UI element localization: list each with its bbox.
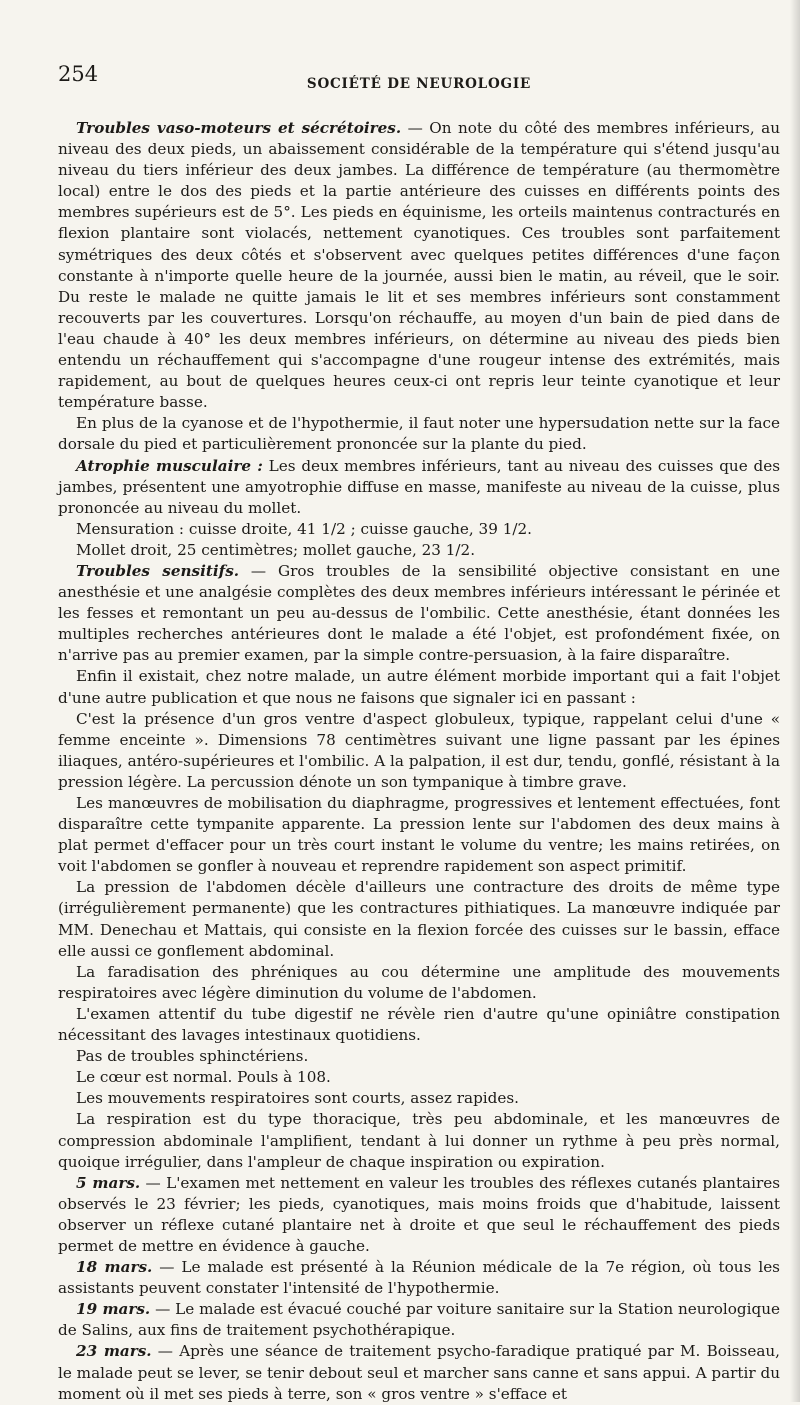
paragraph-lead: 23 mars. [76,1342,152,1361]
paragraph-text: Les mouvements respiratoires sont courts, assez rapides. [76,1089,519,1108]
paragraph [58,877,780,961]
paragraph-text: Pas de troubles sphinctériens. [76,1047,309,1066]
paragraph [58,519,780,540]
paragraph [58,1046,780,1067]
paragraph-lead: Atrophie musculaire : [76,456,263,475]
paragraph-lead: 5 mars. [76,1173,141,1192]
paragraph-text: Enfin il existait, chez notre malade, un autre élément morbide important qui a fait l'objet d'une autre publication et que nous ne faisons que signaler ici en passant : [58,667,780,707]
paragraph-text: Mensuration : cuisse droite, 41 1/2 ; cuisse gauche, 39 1/2. [76,519,532,538]
paragraph-text: La respiration est du type thoracique, très peu abdominale, et les manœuvres de compression abdominale l'amplifient, tendant à lui donner un rythme à peu près normal, quoique irrégulier, dans l'ampleur de chaque inspiration ou expiration. [58,1110,780,1171]
paragraph-text: La pression de l'abdomen décèle d'ailleurs une contracture des droits de même type (irrégulièrement permanente) que les contractures pithiatiques. La manœuvre indiquée par MM. Denechau et Mattais, qui consiste en la flexion forcée des cuisses sur le bassin, efface elle aussi ce gonflement abdominal. [58,878,780,960]
paragraph [58,118,780,413]
paragraph-text: C'est la présence d'un gros ventre d'aspect globuleux, typique, rappelant celui d'une « femme enceinte ». Dimensions 78 centimètres suivant une ligne passant par les épines iliaques, antéro-supérieures et l'ombilic. A la palpation, il est dur, tendu, gonflé, résistant à la pression légère. La percussion dénote un son tympanique à timbre grave. [58,709,780,791]
paragraph [58,709,780,793]
paragraph-lead: Troubles vaso-moteurs et sécrétoires. [76,119,402,137]
page-header [58,62,780,92]
paragraph [58,1067,780,1088]
paragraph-text: — L'examen met nettement en valeur les troubles des réflexes cutanés plantaires observés le 23 février; les pieds, cyanotiques, mais moins froids que d'habitude, laissent observer un réflexe cutané plantaire net à droite et que seul le réchauffement des pieds permet de mettre en évidence à gauche. [58,1173,781,1255]
paragraph-text: En plus de la cyanose et de l'hypothermie, il faut noter une hypersudation nette sur la face dorsale du pied et particulièrement prononcée sur la plante du pied. [58,414,780,454]
paragraph [58,962,780,1004]
paragraph-text: Les manœuvres de mobilisation du diaphragme, progressives et lentement effectuées, font disparaître cette tympanite apparente. La pression lente sur l'abdomen des deux mains à plat permet d'effacer pour un très court instant le volume du ventre; les mains retirées, on voit l'abdomen se gonfler à nouveau et reprendre rapidement son aspect primitif. [58,794,780,876]
paragraph [58,1173,780,1257]
paragraph-text: — Le malade est évacué couché par voiture sanitaire sur la Station neurologique de Salins, aux fins de traitement psychothérapique. [58,1300,780,1340]
page-gutter-shadow [790,0,800,1402]
paragraph-text: — Gros troubles de la sensibilité objective consistant en une anesthésie et une analgésie complètes des deux membres inférieurs intéressant le périnée et les fesses et remontant un peu au-dessus de l'ombilic. Cette anesthésie, étant données les multiples recherches antérieures dont le malade a été l'objet, est profondément fixée, on n'arrive pas au premier examen, par la simple contre-persuasion, à la faire disparaître. [58,561,780,665]
paragraph [58,1299,780,1341]
paragraph-text: — Après une séance de traitement psycho-faradique pratiqué par M. Boisseau, le malade peut se lever, se tenir debout seul et marcher sans canne et sans appui. A partir du moment où il met ses pieds à terre, son « gros ventre » s'efface et [58,1342,780,1403]
document-page [58,62,780,1405]
paragraph-text: — On note du côté des membres inférieurs, au niveau des deux pieds, un abaissement considérable de la température qui s'étend jusqu'au niveau du tiers inférieur des deux jambes. La différence de température (au thermomètre local) entre le dos des pieds et la partie antérieure des cuisses en différents points des membres supérieurs est de 5°. Les pieds en équinisme, les orteils maintenus contracturés en flexion plantaire sont violacés, nettement cyanotiques. Ces troubles sont parfaitement symétriques des deux côtés et s'observent avec quelques petites différences d'une façon constante à n'importe quelle heure de la journée, aussi bien le matin, au réveil, que le soir. Du reste le malade ne quitte jamais le lit et ses membres inférieurs sont constamment recouverts par les couvertures. Lorsqu'on réchauffe, au moyen d'un bain de pied dans de l'eau chaude à 40° les deux membres inférieurs, on détermine au niveau des pieds bien entendu un réchauffement qui s'accompagne d'une rougeur intense des extrémités, mais rapidement, au bout de quelques heures ceux-ci ont repris leur teinte cyanotique et leur température basse. [58,119,780,412]
running-title: SOCIÉTÉ DE NEUROLOGIE [306,76,532,92]
paragraph-lead: Troubles sensitifs. [76,561,240,580]
paragraph [58,456,780,519]
paragraph [58,413,780,455]
paragraph [58,1004,780,1046]
paragraph [58,1088,780,1109]
paragraph [58,793,780,877]
paragraph-lead: 18 mars. [76,1258,153,1277]
paragraph-text: Le cœur est normal. Pouls à 108. [76,1068,331,1087]
paragraph-text: Les deux membres inférieurs, tant au niveau des cuisses que des jambes, présentent une amyotrophie diffuse en masse, manifeste au niveau de la cuisse, plus prononcée au niveau du mollet. [58,456,780,517]
paragraph [58,1257,780,1299]
paragraph [58,1109,780,1172]
body-text [58,118,780,1405]
paragraph [58,666,780,708]
page-number: 254 [58,62,99,86]
paragraph-text: — Le malade est présenté à la Réunion médicale de la 7e région, où tous les assistants peuvent constater l'intensité de l'hypothermie. [58,1258,780,1298]
paragraph-text: L'examen attentif du tube digestif ne révèle rien d'autre qu'une opiniâtre constipation nécessitant des lavages intestinaux quotidiens. [58,1004,780,1045]
paragraph-lead: 19 mars. [76,1300,151,1319]
paragraph-text: La faradisation des phréniques au cou détermine une amplitude des mouvements respiratoires avec légère diminution du volume de l'abdomen. [58,962,780,1002]
paragraph [58,561,780,666]
paragraph [58,540,780,561]
paragraph-text: Mollet droit, 25 centimètres; mollet gauche, 23 1/2. [76,540,476,559]
paragraph [58,1341,780,1404]
